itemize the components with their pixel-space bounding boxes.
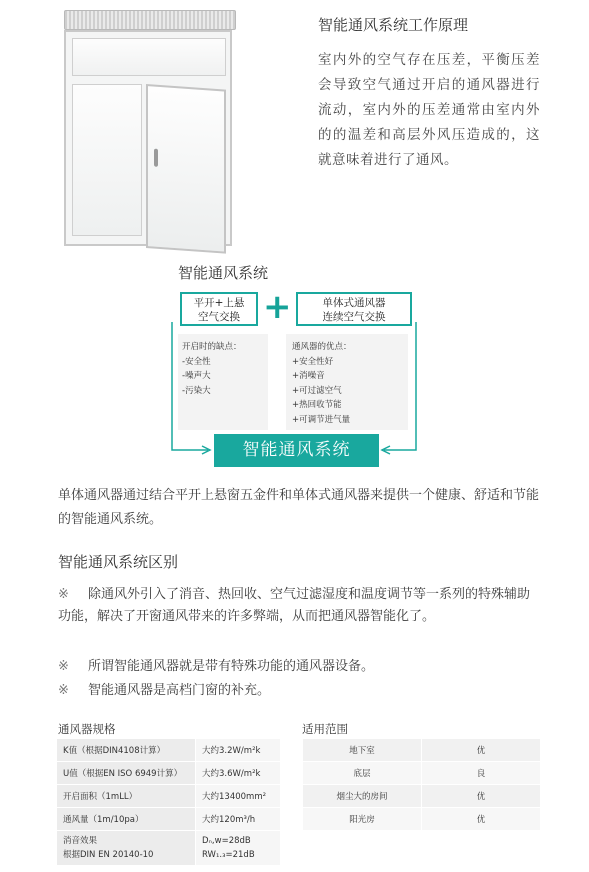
spec-value: 大约13400mm²: [196, 785, 281, 808]
result-box: 智能通风系统: [214, 434, 379, 467]
table-row: [303, 808, 541, 831]
intro-body: 室内外的空气存在压差，平衡压差会导致空气通过开启的通风器进行流动，室内外的压差通常由室内外的的温差和高层外风压造成的，这就意味着进行了通风。: [318, 52, 540, 168]
right-panel-item: 通风器的优点：: [292, 342, 352, 352]
scope-place: 底层: [303, 762, 422, 785]
left-box-line2: 空气交换: [198, 311, 240, 323]
scope-rating: 优: [422, 808, 541, 831]
table-row: [303, 739, 541, 762]
right-panel-item: +消噪音: [292, 371, 325, 381]
right-panel-item: +可调节进气量: [292, 414, 351, 425]
spec-value-line: Dₙ,w=28dB: [202, 836, 251, 846]
table-row: [57, 762, 281, 785]
bullet-item: [58, 584, 542, 628]
scope-table: [302, 738, 541, 831]
bullet-mark-icon: ※: [58, 587, 69, 602]
scope-rating: 优: [422, 785, 541, 808]
plus-icon: +: [263, 287, 292, 327]
scope-place: 阳光房: [303, 808, 422, 831]
bullet-mark-icon: ※: [58, 659, 69, 674]
intro-title: 智能通风系统工作原理: [318, 16, 469, 34]
table-row: [303, 762, 541, 785]
table-row: [57, 831, 281, 866]
scope-rating: 优: [422, 739, 541, 762]
right-top-box: [296, 292, 412, 326]
right-panel-list: [292, 340, 352, 427]
spec-value: 大约3.6W/m²k: [196, 762, 281, 785]
scope-place: 烟尘大的房间: [303, 785, 422, 808]
spec-key: 开启面积（1mLL）: [57, 785, 196, 808]
spec-value: [196, 831, 281, 866]
bullet-mark-icon: ※: [58, 683, 69, 698]
description: 单体通风器通过结合平开上悬窗五金件和单体式通风器来提供一个健康、舒适和节能的智能通风系统。: [58, 488, 540, 527]
table-row: [57, 785, 281, 808]
left-panel-item: 开启时的缺点：: [182, 342, 242, 352]
diagram-title: 智能通风系统: [178, 264, 269, 282]
scope-rating: 良: [422, 762, 541, 785]
table-row: [57, 739, 281, 762]
table-row: [303, 785, 541, 808]
right-panel-item: +安全性好: [292, 356, 334, 367]
spec-key-line: 消音效果: [63, 836, 98, 846]
right-box-line1: 单体式通风器: [322, 297, 386, 309]
spec-value: 大约3.2W/m²k: [196, 739, 281, 762]
bullet-text: 所谓智能通风器就是带有特殊功能的通风器设备。: [88, 659, 375, 674]
spec-key: U值（根据EN ISO 6949计算）: [57, 762, 196, 785]
table-row: [57, 808, 281, 831]
bullet-item: [58, 656, 542, 678]
left-panel-item: -污染大: [182, 385, 211, 396]
left-panel-list: [182, 340, 242, 398]
right-box-line2: 连续空气交换: [322, 311, 386, 323]
bullet-item: [58, 680, 542, 702]
spec-title: 通风器规格: [58, 722, 116, 736]
spec-table: [56, 738, 281, 866]
spec-value-line: RW₁.₃=21dB: [202, 850, 255, 860]
right-panel-item: +可过滤空气: [292, 385, 342, 396]
left-panel-item: -安全性: [182, 356, 211, 367]
section-title: 智能通风系统区别: [58, 553, 179, 571]
scope-title: 适用范围: [302, 722, 348, 736]
bullet-text: 除通风外引入了消音、热回收、空气过滤湿度和温度调节等一系列的特殊辅助功能，解决了开窗通风带来的许多弊端，从而把通风器智能化了。: [58, 587, 531, 624]
left-box-line1: 平开+上悬: [193, 297, 245, 309]
spec-value: 大约120m³/h: [196, 808, 281, 831]
spec-key: 通风量（1m/10pa）: [57, 808, 196, 831]
spec-key: K值（根据DIN4108计算）: [57, 739, 196, 762]
left-top-box: [180, 292, 258, 326]
left-panel-item: -噪声大: [182, 371, 211, 381]
spec-key: [57, 831, 196, 866]
right-panel-item: +热回收节能: [292, 400, 342, 410]
bullet-text: 智能通风器是高档门窗的补充。: [88, 683, 271, 698]
scope-place: 地下室: [303, 739, 422, 762]
spec-key-line: 根据DIN EN 20140-10: [63, 850, 154, 860]
